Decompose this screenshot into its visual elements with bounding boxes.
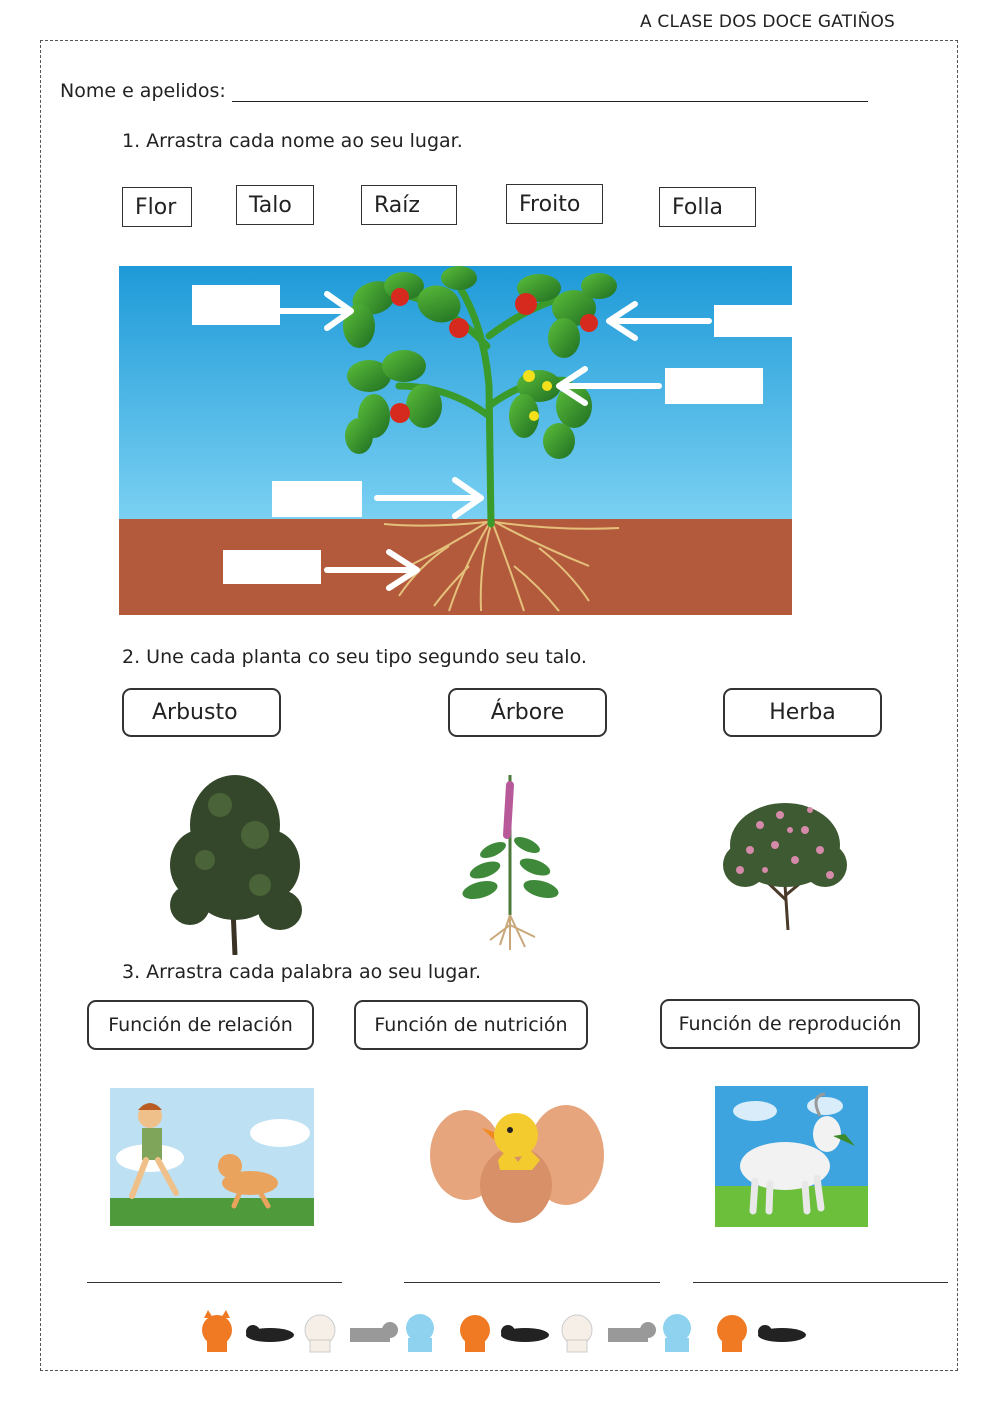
- cats-decoration: [195, 1310, 815, 1355]
- tree-image[interactable]: [160, 765, 310, 955]
- boy-dog-image[interactable]: [110, 1088, 314, 1226]
- name-input-line[interactable]: [232, 101, 868, 102]
- type-herba[interactable]: Herba: [723, 688, 882, 737]
- drop-zone-froito[interactable]: [192, 285, 280, 325]
- type-arbusto[interactable]: Arbusto: [122, 688, 281, 737]
- herb-image[interactable]: [455, 765, 565, 955]
- function-relacion[interactable]: Función de relación: [87, 1000, 314, 1050]
- soil: [119, 519, 792, 615]
- drop-zone-talo[interactable]: [272, 481, 362, 517]
- word-talo[interactable]: Talo: [236, 185, 314, 225]
- drop-zone-folla[interactable]: [714, 305, 792, 337]
- answer-line-3[interactable]: [693, 1282, 948, 1283]
- goat-image[interactable]: [715, 1086, 868, 1227]
- word-froito[interactable]: Froito: [506, 184, 603, 224]
- word-flor[interactable]: Flor: [122, 187, 192, 227]
- page-header: A CLASE DOS DOCE GATIÑOS: [640, 12, 896, 32]
- answer-line-2[interactable]: [404, 1282, 660, 1283]
- word-raiz[interactable]: Raíz: [361, 185, 457, 225]
- drop-zone-flor[interactable]: [665, 368, 763, 404]
- type-arbore[interactable]: Árbore: [448, 688, 607, 737]
- word-folla[interactable]: Folla: [659, 187, 756, 227]
- plant-diagram: [119, 266, 792, 615]
- shrub-image[interactable]: [720, 790, 850, 930]
- function-reproducion[interactable]: Función de reprodución: [660, 999, 920, 1049]
- answer-line-1[interactable]: [87, 1282, 342, 1283]
- name-label: Nome e apelidos:: [60, 80, 226, 102]
- function-nutricion[interactable]: Función de nutrición: [354, 1000, 588, 1050]
- exercise1-instruction: 1. Arrastra cada nome ao seu lugar.: [122, 130, 463, 152]
- exercise2-instruction: 2. Une cada planta co seu tipo segundo seu talo.: [122, 646, 587, 668]
- drop-zone-raiz[interactable]: [223, 550, 321, 584]
- exercise3-instruction: 3. Arrastra cada palabra ao seu lugar.: [122, 961, 482, 983]
- chick-egg-image[interactable]: [428, 1090, 608, 1225]
